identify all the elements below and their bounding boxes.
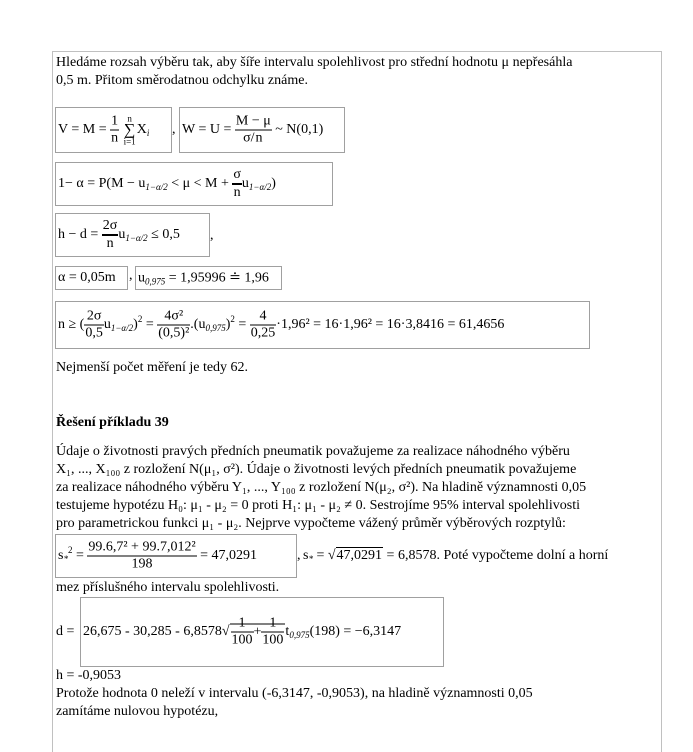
formula-u0975: $u_{0,975} = 1,95996$ ≐ 1,96 [135, 266, 282, 290]
end-line-1: Protože hodnota 0 neleží v intervalu (-6,3147, -0,9053), na hladině významnosti 0,05 [56, 686, 533, 701]
para-line-5: pro parametrickou funkci μ₁ - μ₂. Nejprve vypočteme vážený průměr výběrových rozptylů: [56, 516, 566, 531]
d-label: d = [56, 624, 75, 639]
intro-line-2: 0,5 m. Přitom směrodatnou odchylku známe. [56, 73, 308, 88]
comma-4: , [210, 228, 214, 243]
comma-5: , [129, 268, 133, 283]
h-line: h = -0,9053 [56, 668, 122, 683]
formula-alpha: α = 0,05m [55, 266, 128, 290]
formula-w-u: W = U = $\frac{M - \mu}{\sigma/n}$ ~ N(0,1) [179, 107, 345, 153]
end-line-2: zamítáme nulovou hypotézu, [56, 704, 219, 719]
para-line-4: testujeme hypotézu H₀: μ₁ - μ₂ = 0 proti H₁: μ₁ - μ₂ ≠ 0. Sestrojíme 95% interval spolehlivosti [56, 498, 580, 513]
intro-line-1: Hledáme rozsah výběru tak, aby šíře intervalu spolehlivost pro střední hodnotu μ nepřesáhla [56, 55, 573, 70]
conclusion-1: Nejmenší počet měření je tedy 62. [56, 360, 249, 375]
formula-h-d: h − d = $\frac{2\sigma}{n}$ $u_{1-\alpha/2} \le 0,5$ [55, 213, 210, 257]
section-heading: Řešení příkladu 39 [56, 415, 169, 430]
comma-8: , [297, 548, 301, 563]
comma-1: , [172, 122, 176, 137]
formula-probability: $1- \alpha = P(M - u_{1-\alpha/2} < \mu < M$ + $\frac{\sigma}{n}$ $u_{1-\alpha/2}$) [55, 162, 333, 206]
formula-n-bound: n ≥ ( $\frac{2\sigma}{0,5}$ $u_{1-\alpha/2})^2$ = $\frac{\text{4σ²}}{\text{(0,5)²}}$ $.(u_{0,975})^2$ = $\frac{4}{0,25}$ ·1,96² = 16·1,96² = 16·3,8416 = 61,4656 [55, 301, 590, 349]
formula-v-m: V = M = $\frac{1}{n}$ n ∑ i=1 $X_i$ [55, 107, 172, 153]
formula-s-star: $s_* = √47,0291 = 6,8578$. Poté vypočteme dolní a horní [303, 548, 609, 564]
line-mez: mez příslušného intervalu spolehlivosti. [56, 580, 280, 595]
formula-s-squared: $s_*^2$ = $\frac{\text{99.6,7² + 99.7,012²}}{198}$ = 47,0291 [55, 534, 297, 578]
para-line-1: Údaje o životnosti pravých předních pneumatik považujeme za realizace náhodného výběru [56, 444, 570, 459]
para-line-3: za realizace náhodného výběru Y₁, ..., Y₁₀₀ z rozložení N(μ₂, σ²). Na hladině významnosti 0,05 [56, 480, 587, 495]
para-line-2: X₁, ..., X₁₀₀ z rozložení N(μ₁, σ²). Údaje o životnosti levých předních pneumatik považujeme [56, 462, 577, 477]
formula-d: 26,675 - 30,285 - 6,8578√ $\frac{1}{100}$ + $\frac{1}{100}$ $t_{0,975}(198) = -6,3147$ [80, 597, 444, 667]
